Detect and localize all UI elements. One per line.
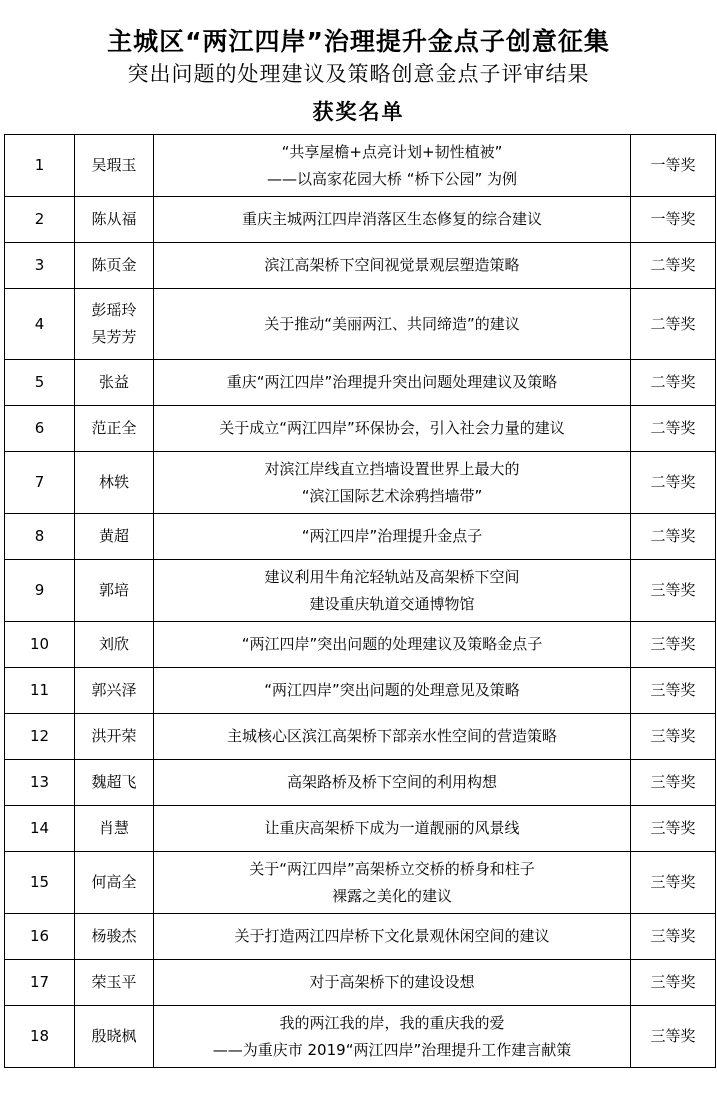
table-row	[5, 289, 716, 360]
proposal-title-line: 重庆主城两江四岸消落区生态修复的综合建议	[241, 210, 542, 228]
page-subtitle: 突出问题的处理建议及策略创意金点子评审结果	[127, 62, 590, 86]
row-number: 5	[5, 360, 75, 406]
proposal-title-line: “两江四岸”治理提升金点子	[301, 527, 483, 545]
table-row	[5, 760, 716, 806]
row-number: 2	[5, 197, 75, 243]
award-level: 二等奖	[631, 289, 716, 360]
table-row	[5, 622, 716, 668]
winner-name: 洪开荣	[91, 727, 137, 745]
proposal-title-cell	[154, 960, 631, 1006]
proposal-title-cell	[154, 760, 631, 806]
winner-name: 殷晓枫	[91, 1027, 137, 1045]
winner-name-cell	[75, 806, 154, 852]
proposal-title-line: 关于推动“美丽两江、共同缔造”的建议	[264, 314, 520, 333]
awards-table-body	[5, 135, 716, 1068]
proposal-title-line: 让重庆高架桥下成为一道靓丽的风景线	[264, 819, 520, 837]
winner-name-cell	[75, 243, 154, 289]
table-row	[5, 243, 716, 289]
winner-name: 彭瑶玲	[91, 301, 137, 319]
award-level: 二等奖	[631, 243, 716, 289]
award-level: 二等奖	[631, 452, 716, 514]
proposal-title-line: 裸露之美化的建议	[331, 886, 452, 905]
row-number: 15	[5, 852, 75, 914]
award-level: 三等奖	[631, 806, 716, 852]
proposal-title-line: “两江四岸”突出问题的处理意见及策略	[264, 681, 520, 699]
table-row	[5, 806, 716, 852]
row-number: 10	[5, 622, 75, 668]
table-row	[5, 714, 716, 760]
winner-name: 刘欣	[98, 635, 129, 653]
table-row	[5, 514, 716, 560]
table-row	[5, 135, 716, 197]
award-level: 三等奖	[631, 560, 716, 622]
section-heading: 获奖名单	[312, 100, 405, 124]
proposal-title-cell	[154, 1006, 631, 1068]
proposal-title-cell	[154, 135, 631, 197]
winner-name: 黄超	[98, 527, 129, 545]
row-number: 3	[5, 243, 75, 289]
row-number: 8	[5, 514, 75, 560]
row-number: 9	[5, 560, 75, 622]
proposal-title-cell	[154, 514, 631, 560]
winner-name: 陈从福	[91, 210, 137, 228]
awards-table	[4, 134, 716, 1068]
award-level: 三等奖	[631, 622, 716, 668]
table-row	[5, 668, 716, 714]
award-level: 三等奖	[631, 668, 716, 714]
winner-name: 郭兴泽	[91, 681, 137, 699]
table-row	[5, 852, 716, 914]
row-number: 14	[5, 806, 75, 852]
proposal-title-cell	[154, 914, 631, 960]
proposal-title-cell	[154, 714, 631, 760]
proposal-title-cell	[154, 452, 631, 514]
row-number: 7	[5, 452, 75, 514]
table-row	[5, 960, 716, 1006]
winner-name-cell	[75, 960, 154, 1006]
page-title: 主城区“两江四岸”治理提升金点子创意征集	[107, 27, 610, 56]
winner-name-cell	[75, 514, 154, 560]
award-level: 三等奖	[631, 1006, 716, 1068]
proposal-title-line: 关于成立“两江四岸”环保协会，引入社会力量的建议	[219, 419, 565, 437]
proposal-title-line: 主城核心区滨江高架桥下部亲水性空间的营造策略	[226, 727, 557, 745]
proposal-title-line: 高架路桥及桥下空间的利用构想	[286, 773, 497, 791]
proposal-title-line: 建设重庆轨道交通博物馆	[309, 594, 475, 613]
row-number: 18	[5, 1006, 75, 1068]
proposal-title-cell	[154, 243, 631, 289]
award-level: 一等奖	[631, 197, 716, 243]
table-row	[5, 560, 716, 622]
proposal-title-cell	[154, 406, 631, 452]
proposal-title-line: 对于高架桥下的建设设想	[309, 973, 475, 991]
winner-name: 郭培	[98, 581, 129, 599]
winner-name: 何高全	[91, 873, 137, 891]
proposal-title-line: 重庆“两江四岸”治理提升突出问题处理建议及策略	[226, 373, 558, 391]
winner-name-cell	[75, 197, 154, 243]
winner-name: 林轶	[98, 473, 129, 491]
winner-name-cell	[75, 452, 154, 514]
winner-name: 杨骏杰	[91, 927, 137, 945]
winner-name-cell	[75, 1006, 154, 1068]
proposal-title-cell	[154, 668, 631, 714]
winner-name-cell	[75, 622, 154, 668]
table-row	[5, 197, 716, 243]
winner-name-cell	[75, 135, 154, 197]
winner-name: 张益	[98, 373, 129, 391]
table-row	[5, 452, 716, 514]
award-level: 三等奖	[631, 760, 716, 806]
winner-name: 陈页金	[91, 256, 137, 274]
winner-name-cell	[75, 560, 154, 622]
award-level: 三等奖	[631, 960, 716, 1006]
award-level: 三等奖	[631, 852, 716, 914]
winner-name: 吴芳芳	[91, 328, 137, 346]
proposal-title-line: “滨江国际艺术涂鸦挡墙带”	[301, 486, 483, 505]
proposal-title-line: ——以高家花园大桥 “桥下公园” 为例	[266, 169, 518, 188]
award-level: 三等奖	[631, 914, 716, 960]
winner-name-cell	[75, 714, 154, 760]
award-level: 二等奖	[631, 406, 716, 452]
row-number: 4	[5, 289, 75, 360]
table-row	[5, 914, 716, 960]
proposal-title-line: “共享屋檐+点亮计划+韧性植被”	[281, 142, 503, 161]
proposal-title-cell	[154, 360, 631, 406]
row-number: 17	[5, 960, 75, 1006]
proposal-title-line: ——为重庆市 2019“两江四岸”治理提升工作建言献策	[212, 1040, 572, 1059]
proposal-title-cell	[154, 852, 631, 914]
row-number: 13	[5, 760, 75, 806]
winner-name-cell	[75, 360, 154, 406]
award-level: 一等奖	[631, 135, 716, 197]
winner-name: 荣玉平	[91, 973, 137, 991]
proposal-title-line: 关于打造两江四岸桥下文化景观休闲空间的建议	[234, 927, 550, 945]
row-number: 12	[5, 714, 75, 760]
row-number: 16	[5, 914, 75, 960]
award-level: 二等奖	[631, 514, 716, 560]
winner-name-cell	[75, 852, 154, 914]
proposal-title-cell	[154, 806, 631, 852]
winner-name-cell	[75, 760, 154, 806]
proposal-title-line: 关于“两江四岸”高架桥立交桥的桥身和柱子	[249, 859, 535, 878]
proposal-title-line: 对滨江岸线直立挡墙设置世界上最大的	[264, 459, 520, 478]
table-row	[5, 406, 716, 452]
winner-name: 吴瑕玉	[91, 156, 137, 174]
proposal-title-line: “两江四岸”突出问题的处理建议及策略金点子	[241, 635, 543, 653]
table-row	[5, 1006, 716, 1068]
proposal-title-line: 滨江高架桥下空间视觉景观层塑造策略	[264, 256, 520, 274]
award-level: 二等奖	[631, 360, 716, 406]
winner-name-cell	[75, 406, 154, 452]
winner-name-cell	[75, 668, 154, 714]
table-row	[5, 360, 716, 406]
winner-name: 肖慧	[98, 819, 129, 837]
proposal-title-line: 我的两江我的岸，我的重庆我的爱	[279, 1013, 505, 1032]
proposal-title-line: 建议利用牛角沱轻轨站及高架桥下空间	[264, 567, 520, 586]
winner-name-cell	[75, 289, 154, 360]
row-number: 6	[5, 406, 75, 452]
proposal-title-cell	[154, 289, 631, 360]
award-level: 三等奖	[631, 714, 716, 760]
proposal-title-cell	[154, 622, 631, 668]
proposal-title-cell	[154, 197, 631, 243]
winner-name: 魏超飞	[91, 773, 137, 791]
winner-name-cell	[75, 914, 154, 960]
winner-name: 范正全	[91, 419, 137, 437]
row-number: 11	[5, 668, 75, 714]
row-number: 1	[5, 135, 75, 197]
proposal-title-cell	[154, 560, 631, 622]
